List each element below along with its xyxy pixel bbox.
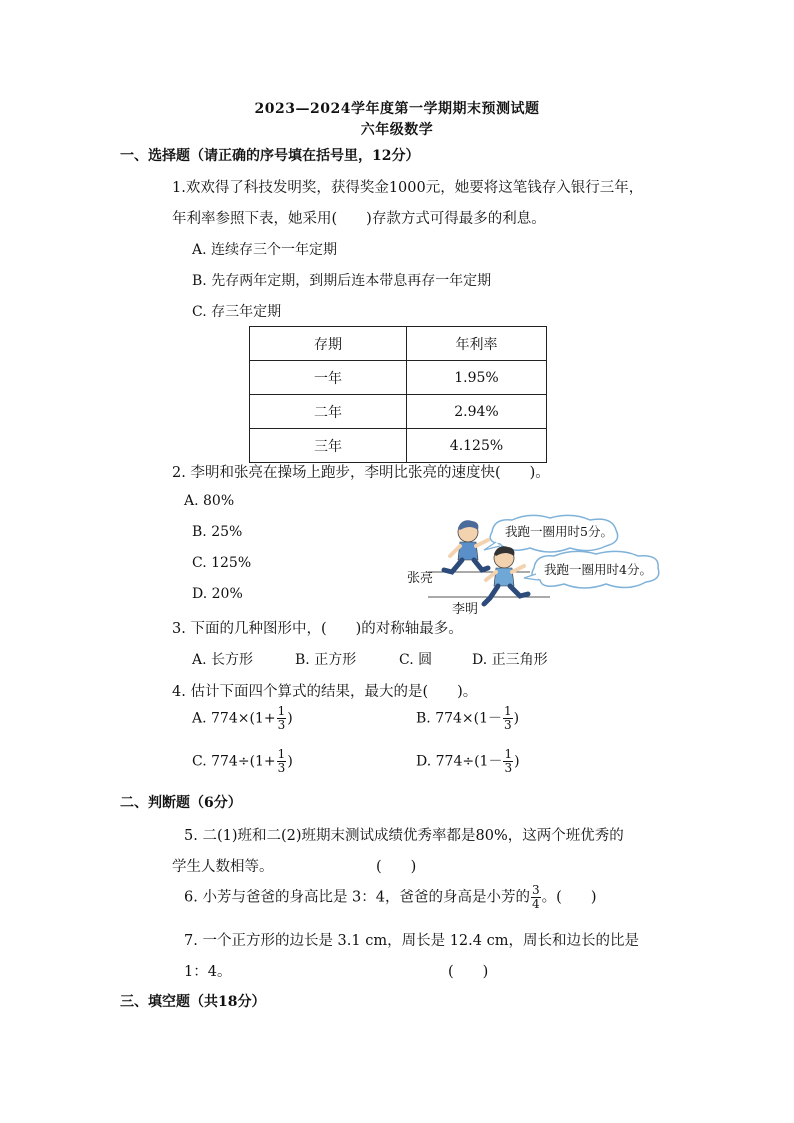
fraction-numerator: 1 <box>277 747 286 761</box>
q6-answer-paren: 。( ) <box>541 889 597 906</box>
table-cell: 一年 <box>250 361 407 395</box>
label-li-ming: 李明 <box>452 602 479 617</box>
q1-line2: 年利率参照下表，她采用( )存款方式可得最多的利息。 <box>172 211 546 227</box>
section-heading-choice: 一、选择题（请正确的序号填在括号里，12分） <box>120 148 420 164</box>
fraction <box>503 748 513 775</box>
fraction-denominator: 3 <box>504 761 513 775</box>
paren-close: ) <box>287 753 293 770</box>
section-heading-judge: 二、判断题（6分） <box>120 795 242 811</box>
q6-text-main: 6. 小芳与爸爸的身高比是 3：4，爸爸的身高是小芳的 <box>184 889 531 906</box>
fraction-denominator: 3 <box>277 718 286 732</box>
q5-line1: 5. 二(1)班和二(2)班期末测试成绩优秀率都是80%，这两个班优秀的 <box>184 828 624 844</box>
q7-answer-paren: ( ) <box>448 964 489 980</box>
table-cell: 二年 <box>250 395 407 429</box>
q3-option-b: B. 正方形 <box>295 652 357 668</box>
fraction <box>277 748 287 775</box>
q2-option-b: B. 25% <box>192 524 243 540</box>
table-row <box>250 429 547 463</box>
bubble-text-zhang: 我跑一圈用时5分。 <box>505 524 613 539</box>
q7-line1: 7. 一个正方形的边长是 3.1 cm，周长是 12.4 cm，周长和边长的比是 <box>184 933 639 949</box>
q4-option-d <box>416 748 520 775</box>
section-heading-fill: 三、填空题（共18分） <box>120 994 266 1010</box>
q4-option-a-expr: A. 774×(1+ <box>192 710 276 727</box>
fraction-denominator: 3 <box>277 761 286 775</box>
table-cell: 三年 <box>250 429 407 463</box>
paren-close: ) <box>514 753 520 770</box>
table-header: 存期 <box>250 327 407 361</box>
table-row <box>250 361 547 395</box>
fraction-numerator: 1 <box>277 704 286 718</box>
fraction <box>277 705 287 732</box>
table-cell: 1.95% <box>407 361 547 395</box>
q1-option-c: C. 存三年定期 <box>192 304 282 320</box>
q4-option-a <box>192 705 293 732</box>
q5-line2: 学生人数相等。 <box>172 859 274 875</box>
q3-option-d: D. 正三角形 <box>472 652 548 668</box>
fraction <box>531 884 541 911</box>
table-row <box>250 395 547 429</box>
runner-li-icon <box>484 546 528 604</box>
q1-option-a: A. 连续存三个一年定期 <box>192 242 338 258</box>
q1-line1: 1.欢欢得了科技发明奖，获得奖金1000元，她要将这笔钱存入银行三年， <box>172 180 644 196</box>
table-cell: 2.94% <box>407 395 547 429</box>
paren-close: ) <box>287 710 293 727</box>
interest-rate-table <box>249 326 547 463</box>
q2-option-d: D. 20% <box>192 586 243 602</box>
q3-option-c: C. 圆 <box>399 652 433 668</box>
q7-line2: 1：4。 <box>184 964 232 980</box>
fraction-numerator: 1 <box>504 747 513 761</box>
q2-text: 2. 李明和张亮在操场上跑步，李明比张亮的速度快( )。 <box>172 465 550 481</box>
q4-option-b <box>416 705 519 732</box>
table-header: 年利率 <box>407 327 547 361</box>
q2-option-a: A. 80% <box>184 493 235 509</box>
runner-zhang-icon <box>444 520 488 572</box>
bubble-text-li: 我跑一圈用时4分。 <box>544 562 652 577</box>
q4-option-b-expr: B. 774×(1－ <box>416 710 503 727</box>
q2-option-c: C. 125% <box>192 555 252 571</box>
fraction <box>503 705 513 732</box>
q3-text: 3. 下面的几种图形中，( )的对称轴最多。 <box>172 621 463 637</box>
q4-option-c <box>192 748 293 775</box>
q6-text <box>184 884 596 911</box>
paren-close: ) <box>513 710 520 727</box>
table-header-row <box>250 327 547 361</box>
q3-option-a: A. 长方形 <box>192 652 254 668</box>
page-title: 2023—2024学年度第一学期期末预测试题 <box>254 101 540 117</box>
q4-option-c-expr: C. 774÷(1+ <box>192 753 276 770</box>
q1-option-b: B. 先存两年定期，到期后连本带息再存一年定期 <box>192 273 492 289</box>
fraction-numerator: 1 <box>504 704 512 718</box>
fraction-denominator: 3 <box>504 718 512 732</box>
fraction-numerator: 3 <box>532 883 540 897</box>
table-cell: 4.125% <box>407 429 547 463</box>
q4-text: 4. 估计下面四个算式的结果，最大的是( )。 <box>172 684 478 700</box>
fraction-denominator: 4 <box>532 897 540 911</box>
q4-option-d-expr: D. 774÷(1－ <box>416 753 503 770</box>
q5-answer-paren: ( ) <box>376 859 417 875</box>
label-zhang-liang: 张亮 <box>407 571 434 586</box>
page-subtitle: 六年级数学 <box>360 122 434 138</box>
